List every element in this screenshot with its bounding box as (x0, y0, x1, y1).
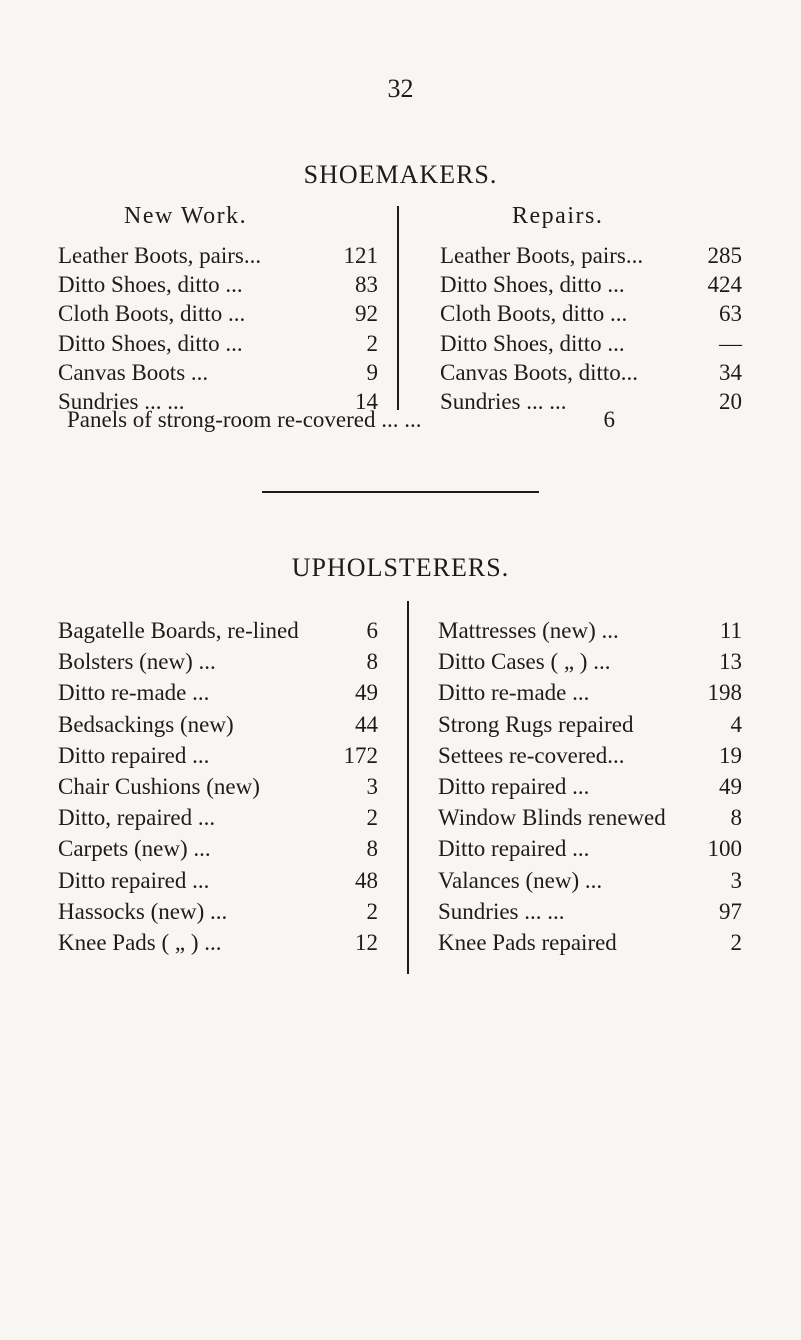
item-value: 3 (730, 867, 742, 893)
item-value: 13 (719, 649, 742, 675)
item-value: 83 (355, 272, 378, 298)
item-label: Ditto Shoes, ditto ... (58, 330, 243, 356)
list-item (58, 771, 378, 803)
item-value: 424 (707, 272, 742, 298)
list-item (438, 833, 742, 865)
list-item (440, 269, 742, 301)
item-value: 49 (719, 774, 742, 799)
item-label: Leather Boots, pairs... (440, 243, 644, 268)
item-value: 3 (366, 774, 378, 799)
list-item (438, 677, 742, 709)
item-label: Cloth Boots, ditto ... (58, 301, 246, 327)
item-value: 2 (366, 898, 378, 924)
panels-line (67, 404, 615, 436)
list-item (58, 865, 378, 897)
item-label: Knee Pads repaired (438, 930, 617, 955)
item-label: Strong Rugs repaired (438, 711, 634, 737)
item-label: Bolsters (new) ... (58, 649, 216, 675)
item-label: Ditto re-made ... (438, 680, 590, 706)
item-value: 92 (355, 301, 378, 327)
item-value: 6 (366, 618, 378, 643)
item-value: 34 (719, 359, 742, 385)
item-label: Ditto Cases ( „ ) ... (438, 649, 611, 675)
item-label: Leather Boots, pairs... (58, 243, 262, 268)
item-label: Ditto, repaired ... (58, 805, 216, 831)
item-value: 8 (366, 836, 378, 862)
list-item (58, 646, 378, 678)
item-label: Hassocks (new) ... (58, 898, 228, 924)
column-divider (397, 206, 399, 410)
item-value: 9 (366, 359, 378, 385)
list-item (438, 740, 742, 772)
item-value: 8 (366, 649, 378, 675)
item-value: 172 (343, 742, 378, 768)
list-item (58, 833, 378, 865)
repairs-heading: Repairs. (512, 203, 604, 229)
item-value: 20 (719, 389, 742, 414)
item-label: Window Blinds renewed (438, 805, 666, 831)
item-label: Ditto repaired ... (58, 742, 210, 768)
list-item (58, 328, 378, 360)
list-item (438, 709, 742, 741)
item-value: 49 (355, 680, 378, 706)
list-item (440, 240, 742, 272)
list-item (58, 269, 378, 301)
list-item (58, 677, 378, 709)
item-label: Bagatelle Boards, re-lined (58, 618, 299, 643)
list-item (438, 927, 742, 959)
column-divider (407, 601, 409, 974)
item-label: Sundries ... ... (438, 898, 565, 924)
item-label: Valances (new) ... (438, 867, 603, 893)
list-item (440, 357, 742, 389)
item-label: Canvas Boots ... (58, 359, 209, 385)
item-value: 121 (343, 243, 378, 268)
item-label: Chair Cushions (new) (58, 774, 260, 799)
list-item (58, 802, 378, 834)
new-work-heading: New Work. (124, 203, 248, 229)
item-value: 100 (707, 836, 742, 862)
item-value: 8 (730, 805, 742, 831)
item-value: 2 (366, 805, 378, 831)
item-label: Ditto Shoes, ditto ... (58, 272, 243, 298)
list-item (58, 240, 378, 272)
upholsterers-title: UPHOLSTERERS. (291, 553, 510, 582)
panels-value: 6 (603, 407, 615, 432)
item-label: Mattresses (new) ... (438, 618, 619, 643)
item-value: 285 (707, 243, 742, 268)
item-label: Cloth Boots, ditto ... (440, 301, 628, 327)
item-label: Ditto re-made ... (58, 680, 210, 706)
item-label: Bedsackings (new) (58, 711, 234, 737)
section-divider (262, 491, 539, 493)
item-label: Ditto repaired ... (58, 867, 210, 893)
list-item (438, 865, 742, 897)
page-number: 32 (387, 74, 414, 103)
item-label: Knee Pads ( „ ) ... (58, 930, 222, 955)
list-item (58, 927, 378, 959)
item-label: Ditto Shoes, ditto ... (440, 272, 625, 298)
item-label: Settees re-covered... (438, 742, 625, 768)
list-item (58, 615, 378, 647)
item-value: 198 (707, 680, 742, 706)
item-label: Sundries ... ... (58, 389, 185, 414)
item-value: 11 (719, 618, 742, 643)
panels-label: Panels of strong-room re-covered ... ... (67, 407, 422, 432)
list-item (440, 298, 742, 330)
item-label: Carpets (new) ... (58, 836, 211, 862)
list-item (438, 802, 742, 834)
list-item (58, 709, 378, 741)
list-item (438, 771, 742, 803)
item-value: 4 (730, 711, 742, 737)
item-label: Ditto repaired ... (438, 836, 590, 862)
list-item (438, 896, 742, 928)
item-value: 48 (355, 867, 378, 893)
item-label: Canvas Boots, ditto... (440, 359, 639, 385)
item-value: — (719, 330, 742, 356)
item-value: 97 (719, 898, 742, 924)
list-item (58, 298, 378, 330)
item-value: 12 (355, 930, 378, 955)
item-label: Sundries ... ... (440, 389, 567, 414)
list-item (58, 896, 378, 928)
list-item (58, 357, 378, 389)
item-value: 14 (355, 389, 378, 414)
item-value: 2 (366, 330, 378, 356)
item-value: 19 (719, 742, 742, 768)
item-value: 63 (719, 301, 742, 327)
item-value: 44 (355, 711, 378, 737)
item-value: 2 (730, 930, 742, 955)
list-item (438, 615, 742, 647)
item-label: Ditto Shoes, ditto ... (440, 330, 625, 356)
list-item (438, 646, 742, 678)
shoemakers-title: SHOEMAKERS. (303, 160, 498, 189)
list-item (440, 328, 742, 360)
list-item (58, 740, 378, 772)
item-label: Ditto repaired ... (438, 774, 590, 799)
